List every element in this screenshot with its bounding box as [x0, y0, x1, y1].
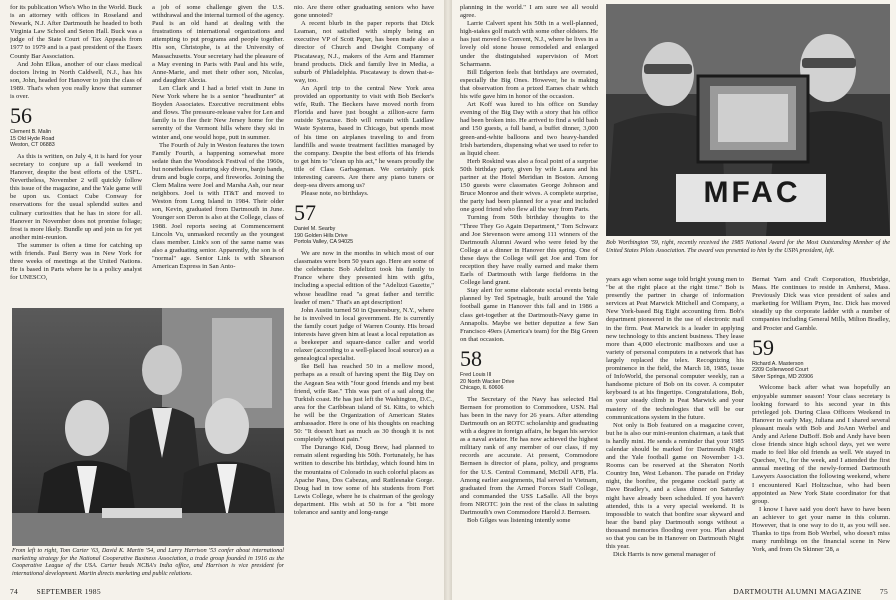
- body-paragraph: years ago when some sage told bright young men to "be at the right place at the right time." Bob is presently the partner in charge of information services at Peat Marwick Mitchell and Company, a New York-based Big Eight accounting firm. Bob's department pioneered in the use of electronic mail in the firm. Peat Marwick is a leader in applying new technology to this ancient business. They lease more than 4,000 electronic mailboxes and use a variety of personal computers in a network that has largely replaced the telex. Recognizing his prominence in the field, the March 18, 1985, issue of InfoWorld, the personal computer weekly, ran a handsome picture of Bob on its cover. A computer keyboard is at his fingertips. Congratulations, Bob, on your steady climb in Peat Marwick and your mastery of the technologies that will be our communications system in the future.: [606, 276, 744, 421]
- body-paragraph: The Fourth of July in Weston features the town Family Fourth, a happening somewhat more sedate than the Woodstock Festival of the 1960s, but nonetheless featuring sky divers, banjo bands, drum and bugle corps, and fireworks. Joining the Clem Malins were Joel and Marsha Ash, our near neighbors. Joel is with IT&T and moved to Weston from Long Island in 1984. Their older son, Kevin, graduated from Dartmouth in June. Younger son Deron is also at the College, class of 1988. Joel reports seeing at Commencement Lincoln Vu, unmasked recently as the youngest class member. Link's son of the same name was also a graduating senior. Apparently, the son is of "normal" age. Senior Link is with Shearson American Express in San Anto-: [152, 141, 284, 270]
- class-year-heading: 58: [460, 345, 482, 371]
- body-paragraph: And John Elkas, another of our class medical doctors living in North Caldwell, N.J., has his son, John, headed for Hanover to join the class of 1989. That's when you really know that summer is over.: [10, 60, 142, 101]
- right-column-2: [606, 276, 744, 580]
- body-paragraph: nio. Are there other graduating seniors who have gone unnoted?: [294, 4, 434, 20]
- issue-date: SEPTEMBER 1985: [36, 587, 101, 596]
- r-col2-paras: [606, 276, 744, 559]
- class-secretary-address: [752, 361, 890, 381]
- class-year-heading: 56: [10, 103, 32, 129]
- magazine-title: DARTMOUTH ALUMNI MAGAZINE: [733, 587, 862, 596]
- body-paragraph: Please note, no birthdays.: [301, 190, 369, 198]
- photo-caption-left: From left to right, Tom Carter '63, David K. Martin '54, and Larry Harrison '53 confer about international marketing strategy for the National Cooperative Business Association, a trade group founded in 1916 as the Cooperative League of the USA. Carter heads NCBA's India office, and Harrison is vice president for international development. Martin directs marketing and public relations.: [12, 548, 284, 577]
- l-col2-paras: [152, 4, 284, 271]
- body-paragraph: We are now in the months in which most of our classmates were born 50 years ago. Here are some of the celebrants: Bob Adelizzi took his family to France where they presented him with gifts, including a special edition of the "Adelizzi Gazette," whose headline read "a great father and terrific leader of men." That's an apt description!: [294, 250, 434, 306]
- body-paragraph: Ike Bell has reached 50 in a mellow mood, perhaps as a result of having spent the Big Day on the Aegean Sea with "four good friends and my best friend, wife Rae." This was part of a sail along the Turkish coast. He has just left the Washington, D.C., area for the Caribbean island of St. Kitts, to which he will be the Organization of American States ambassador. Here is one of his thoughts on reaching 50: "It doesn't hurt as much as 30 though it is not completely without pain.": [294, 363, 434, 444]
- right-column-1: [460, 4, 598, 578]
- class-year-heading: 59: [752, 334, 774, 360]
- address-line: Weston, CT 06883: [10, 142, 55, 149]
- body-paragraph: As this is written, on July 4, it is hard for your secretary to conjure up a fall weekend in Hanover, despite the best efforts of the USFL. Nevertheless, November 2 will quickly follow this issue of the magazine, and the Yale game will be upon us. Contact Cube Conway for reservations for the usual splendid suites and culinary curiosities that he has in store for all. Hanover in November does not promise foliage; frost is more likely. Bundle up and join us for yet another mini-reunion.: [10, 152, 142, 241]
- class-year-heading: 57: [294, 200, 316, 226]
- photo-award-presentation: [606, 4, 890, 236]
- body-paragraph: planning in the world." I am sure we all would agree.: [460, 4, 598, 20]
- page-footer-right: [733, 587, 888, 596]
- address-line: 2209 Collenwood Court: [752, 367, 809, 374]
- l-col3-bottom-paras: [294, 250, 434, 517]
- body-paragraph: A recent blurb in the paper reports that Dick Leaman, not satisfied with simply being an executive VP of Scott Paper, has been made also a director of Church and Dwight Company of Piscataway, N.J., makers of the Arm and Hammer brand products. Dick and family live in Media, a suburb of Philadelphia. Piscataway is down that-a-way, too.: [294, 20, 434, 84]
- body-paragraph: The summer is often a time for catching up with friends. Paul Berry was in New York for three weeks of meetings at the United Nations. He is based in Paris where he is a policy analyst for UNESCO,: [10, 241, 142, 282]
- l-col1-top-paras: [10, 4, 142, 101]
- body-paragraph: Dick Harris is now general manager of: [613, 551, 716, 559]
- left-column-2: [152, 4, 284, 302]
- class-secretary-address: [460, 372, 598, 392]
- right-column-3: [752, 276, 890, 580]
- body-paragraph: An April trip to the central New York area provided an opportunity to visit with Bob Becker's wife, Ruth. The Beckers have moved north from Florida and have just bought a zillion-acre farm outside Syracuse. Bob will remain with Laidlaw Waste Systems, based in Chicago, but spends most of his time on airplanes traveling to and from landfills and waste treatment facilities managed by the company. Despite the best efforts of his friends to get him to "clean up his act," he wears proudly the title of Class Garbageman. We certainly pick interesting careers. Are there any piano tuners or deep-sea divers among us?: [294, 84, 434, 190]
- page-gutter: [444, 0, 452, 600]
- body-paragraph: Herb Roskind was also a focal point of a surprise 50th birthday party, given by wife Laura and his partner at the Hotel Meridian in Boston. Among 150 guests were classmates George Johnson and Bruce Monroe and their wives. A complete surprise, the party had been planned for a year and included one good friend who flew all the way from Paris.: [460, 157, 598, 214]
- plaque-letters: MFAC: [703, 176, 801, 209]
- r-col3-top-paras: [752, 276, 890, 333]
- address-line: 15 Old Hyde Road: [10, 135, 55, 142]
- address-line: Chicago, IL 60606: [460, 385, 504, 392]
- right-page: [452, 0, 896, 600]
- body-paragraph: I know I have said you don't have to have been an achiever to get your name in this column. However, that is one way to do it, as you will see. Thanks to tips from Bob Werbel, who doesn't miss many rumblings on the financial scene in New York, and from Os Skinner '28, a: [752, 505, 890, 554]
- class-secretary-name: Clement B. Malin: [10, 129, 52, 136]
- body-paragraph: Welcome back after what was hopefully an enjoyable summer season! Your class secretary is looking forward to his second year in this privileged job. During Class Officers Weekend in Hanover in early May, Juliana and I shared several pleasant meals with Bob and JoAnn Werbel and Andy and Arlene DuBoff. Bob and Andy have been close friends since high school days, yet we were made to feel like old friends as well. We stayed in Quechee, Vt., for the week, and I attended the first annual meeting of the newly-formed Dartmouth Lawyers Association the following weekend, where I encountered Karl Holtzschue, who had been appointed as New York State coordinator for that group.: [752, 384, 890, 505]
- body-paragraph: Len Clark and I had a brief visit in June in New York where he is a senior "headhunter" at Boyden Associates. Executive recruitment ebbs and flows. The pressure-release valve for Len and family is to flee their New Jersey home for the serenity of the Vermont hills where they ski in winter and, one would hope, putt in summer.: [152, 84, 284, 141]
- r-col1-top-paras: [460, 4, 598, 344]
- body-paragraph: John Austin turned 50 in Queensbury, N.Y., where he is involved in local government. He is currently the family court judge of Warren County. His broad interests have given him at least a local reputation as a beekeeper and square-dance caller and world relaxer (according to a well-placed local source) as a genealogical specialist.: [294, 306, 434, 363]
- body-paragraph: Larrie Calvert spent his 50th in a well-planned, high-stakes golf match with some other oldsters. He has just moved to Convent, N.J., where he lives in a lovely old stone house remodeled and enlarged under the distinguished supervision of Mort Scharmann.: [460, 20, 598, 68]
- body-paragraph: Art Koff was lured to his office on Sunday evening of the Big Day with a story that his office had been broken into. He arrived to find a wild bash and 150 guests, a full band, a buffet dinner, 3,000 green-and-white balloons and two heavy-handed Irish bartenders, dispensing what we used to refer to as liquid cheer.: [460, 101, 598, 157]
- l-col3-top-paras: [294, 4, 434, 198]
- photo-three-men-image: [12, 308, 284, 546]
- photo-three-men: [12, 308, 284, 546]
- body-paragraph: for its publication Who's Who in the World. Buck is an attorney with offices in Roseland and Newark, N.J. After Dartmouth he headed to both Virginia Law School and Seton Hall. Buck was a judge of the State Court of Tax Appeals from 1977 to 1979 and is a past president of the Essex County Bar Association.: [10, 4, 142, 60]
- left-page: [0, 0, 444, 600]
- l-col1-bottom-paras: [10, 153, 142, 283]
- address-line: 190 Golden Hills Drive: [294, 232, 348, 239]
- body-paragraph: The Durango Kid, Doug Brew, had planned to remain silent regarding his 50th. Fortunately, he has written to describe his birthday, which found him in the mountains of Colorado in such colorful places as Apache Pass, Dos Cabezas, and Rattlesnake Gorge. Doug had in tow some of his students from Fort Lewis College, where he is chairman of the geology department. His wish at 50 is for a "bit more tolerance and sanity and long-range: [294, 444, 434, 517]
- r-col3-bottom-paras: [752, 384, 890, 554]
- body-paragraph: The Secretary of the Navy has selected Hal Bernsen for promotion to Commodore, USN. Hal has been in the navy for 26 years. After attending Dartmouth on an ROTC scholarship and graduating with a degree in foreign affairs, he began his service as a naval aviator. He has now achieved the highest military rank of any member of our class, if my records are accurate. At present, Commodore Bernsen is director of plans, policy, and programs for the U.S. Central Command, McDill AFB, Fla. Among earlier assignments, Hal served in Vietnam, graduated from the Armed Forces Staff College, and commanded the USS LaSalle. All the boys from NROTC join the rest of the class in saluting Dartmouth's own Commodore Harold J. Bernsen.: [460, 395, 598, 517]
- body-paragraph: Stay alert for some elaborate social events being planned by Ted Spetnagle, built around the Yale football game in Hanover this fall and in 1986 a class get-together at the Dartmouth-Navy game in Annapolis. Maybe we better deputize a few San Francisco 49ers (America's team) for the Big Green on that occasion.: [460, 287, 598, 343]
- body-paragraph: a job of some challenge given the U.S. withdrawal and the internal turmoil of the agency. Paul is an old hand at dealing with the frustrations of international organizations and attempting to put programs and people together. His son, Christophe, is at the University of Massachusetts. Your secretary had the pleasure of a May evening in Paris with Paul and his wife, Anne-Marie, and met their other son, Nicolas, and daughter Alexia.: [152, 4, 284, 84]
- address-line: 20 North Wacker Drive: [460, 378, 515, 385]
- left-column-3: [294, 4, 434, 578]
- class-secretary-address: [10, 129, 142, 149]
- r-col1-bottom-paras: [460, 396, 598, 526]
- page-footer-left: [10, 587, 101, 596]
- address-line: Portola Valley, CA 94025: [294, 239, 354, 246]
- body-paragraph: Bob Gilges was listening intently some: [467, 517, 571, 525]
- class-secretary-name: Richard A. Masterson: [752, 360, 804, 367]
- address-line: Silver Springs, MD 20906: [752, 373, 814, 380]
- class-secretary-address: [294, 226, 434, 246]
- class-secretary-name: Fred Louis III: [460, 371, 492, 378]
- body-paragraph: Not only is Bob featured on a magazine cover, but he is also our mini-reunion chairman, a task that is hardly mini. He sends a reminder that your 1985 calendar should be marked for Dartmouth Night and the Yale football game on November 1-3. Rooms can be reserved at the Sheraton North Country Inn, West Lebanon. The parade on Friday night, the bonfire, the pregame cocktail party at Dave Bradley's, and a class dinner on Saturday night have already been scheduled. If you haven't attended, this is a very special weekend. It is impossible to watch that bonfire soar skyward and hear the band play Dartmouth songs without a thousand memories flooding over you. Plan ahead so that you can be in Hanover on Dartmouth Night this year.: [606, 421, 744, 551]
- page-number: 74: [10, 587, 19, 596]
- page-number: 75: [879, 587, 888, 596]
- photo-caption-right: Bob Worthington '59, right, recently received the 1985 National Award for the Most Outstanding Member of the United States Pilots Association. The award was presented to him by the USPA president, left.: [606, 240, 890, 254]
- body-paragraph: Turning from 50th birthday thoughts to the "Three They Go Again Department," Tom Schwarz and Joe Stevenson were among 111 winners of the Dartmouth Alumni Award who were feted by the College at a dinner in Hanover this spring. One of these days the College will get Joe and Tom for reception they have really earned and make them Earls of Dartmouth with large fiefdoms in the College land grant.: [460, 214, 598, 287]
- class-secretary-name: Daniel M. Searby: [294, 226, 336, 233]
- body-paragraph: Bernat Yarn and Craft Corporation, Huxbridge, Mass. He continues to reside in Amherst, Mass. Previously Dick was vice president of sales and marketing for William Prym, Inc. Dick has moved steadily up the corporate ladder with a number of companies including General Mills, Milton Bradley, and Procter and Gamble.: [752, 276, 890, 332]
- body-paragraph: Bill Edgerton feels that birthdays are overrated, especially the Big Ones. However, he is making that observation from a prized Eames chair which his wife gave him in honor of the occasion.: [460, 68, 598, 101]
